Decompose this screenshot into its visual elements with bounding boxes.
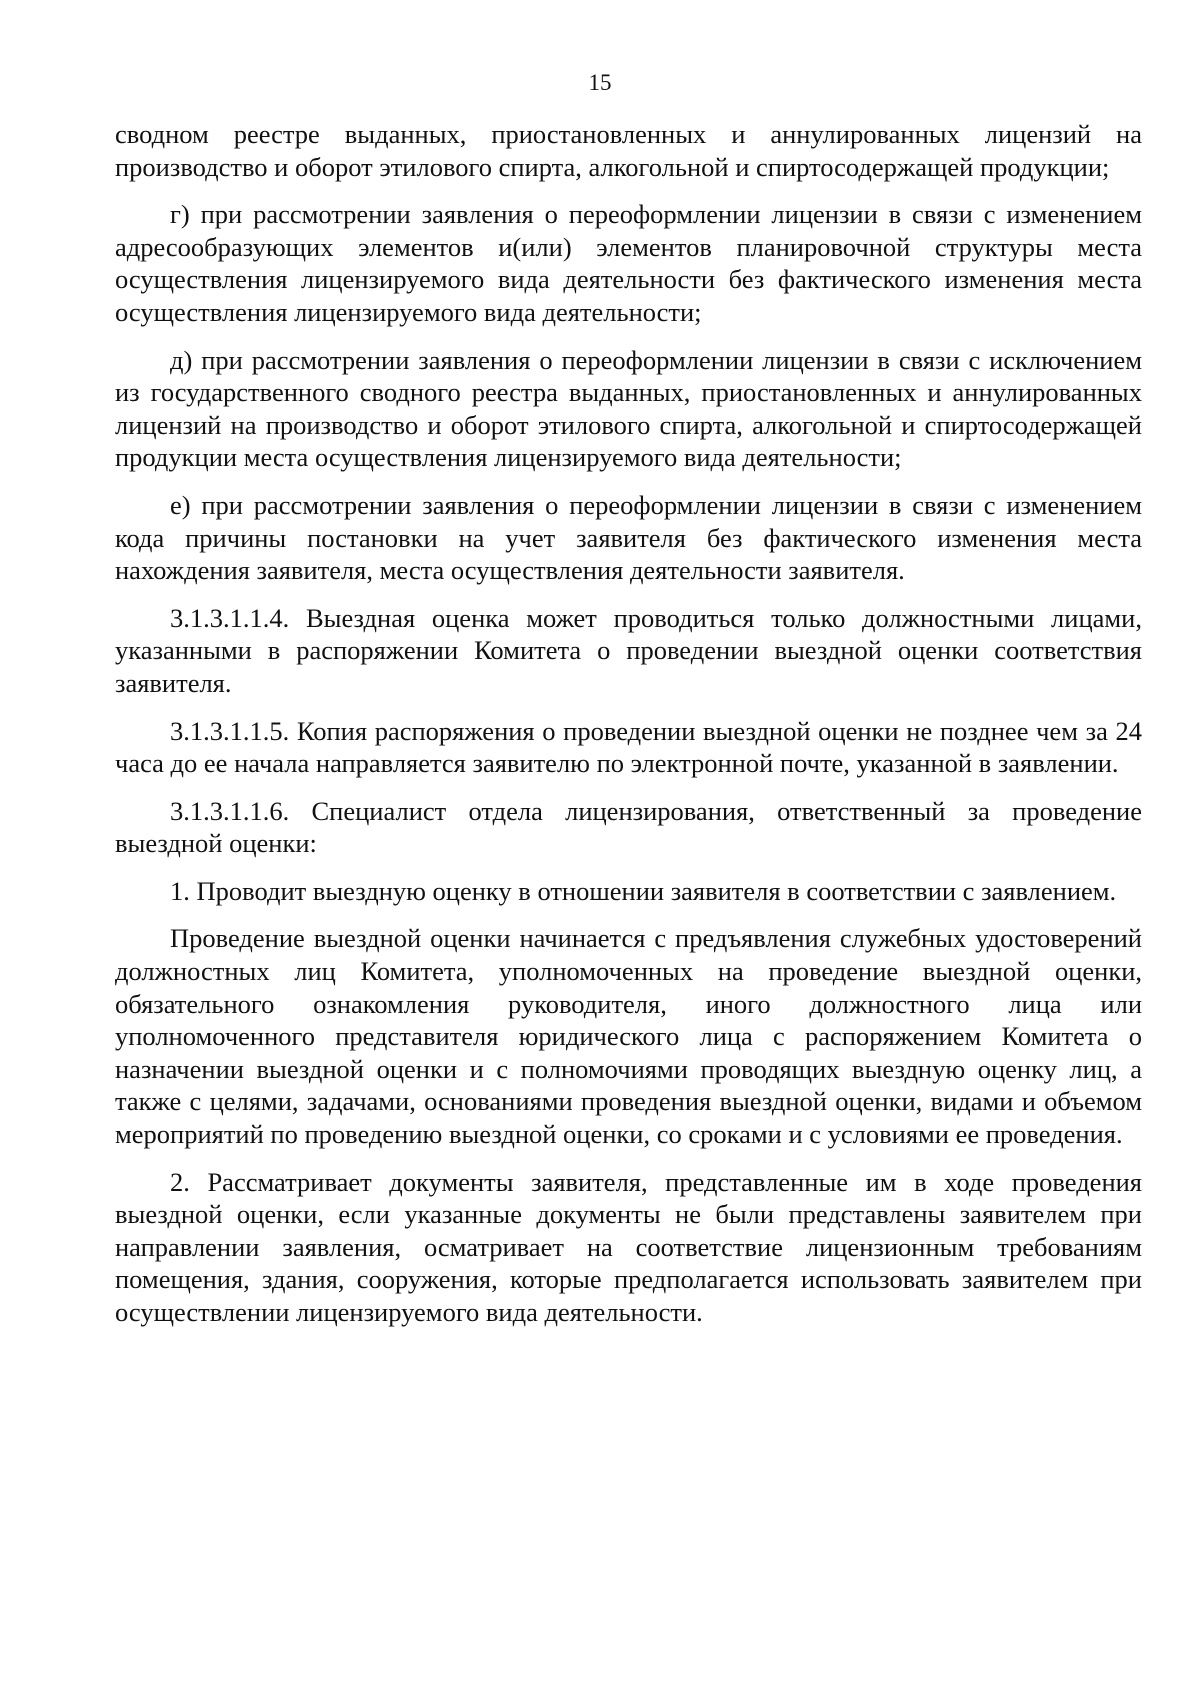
document-body (115, 118, 1142, 1344)
paragraph-registry-continuation: сводном реестре выданных, приостановленных и аннулированных лицензий на производство и оборот этилового спирта, алкогольной и спиртосодержащей продукции; (115, 119, 1142, 182)
paragraph-item-d: д) при рассмотрении заявления о переоформлении лицензии в связи с исключением из государственного сводного реестра выданных, приостановленных и аннулированных лицензий на производство и оборот этилового спирта, алкогольной и спиртосодержащей продукции места осуществления лицензируемого вида деятельности; (115, 344, 1142, 473)
paragraph-3-1-3-1-1-4: 3.1.3.1.1.4. Выездная оценка может проводиться только должностными лицами, указанными в распоряжении Комитета о проведении выездной оценки соответствия заявителя. (115, 602, 1142, 698)
paragraph-point-1: 1. Проводит выездную оценку в отношении заявителя в соответствии с заявлением. (170, 875, 1117, 906)
paragraph-3-1-3-1-1-5: 3.1.3.1.1.5. Копия распоряжения о проведении выездной оценки не позднее чем за 24 часа до ее начала направляется заявителю по электронной почте, указанной в заявлении. (115, 715, 1142, 779)
paragraph-item-g: г) при рассмотрении заявления о переоформлении лицензии в связи с изменением адресообразующих элементов и(или) элементов планировочной структуры места осуществления лицензируемого вида деятельности без фактического изменения места осуществления лицензируемого вида деятельности; (115, 199, 1142, 327)
paragraph-item-e: е) при рассмотрении заявления о переоформлении лицензии в связи с изменением кода причины постановки на учет заявителя без фактического изменения места нахождения заявителя, места осуществления деятельности заявителя. (115, 489, 1142, 586)
paragraph-point-2: 2. Рассматривает документы заявителя, представленные им в ходе проведения выездной оценки, если указанные документы не были представлены заявителем при направлении заявления, осматривает на соответствие лицензионным требованиям помещения, здания, сооружения, которые предполагается использовать заявителем при осуществлении лицензируемого вида деятельности. (115, 1166, 1142, 1327)
paragraph-inspection-start: Проведение выездной оценки начинается с предъявления служебных удостоверений должностных лиц Комитета, уполномоченных на проведение выездной оценки, обязательного ознакомления руководителя, иного должностного лица или уполномоченного представителя юридического лица с распоряжением Комитета о назначении выездной оценки и с полномочиями проводящих выездную оценку лиц, а также с целями, задачами, основаниями проведения выездной оценки, видами и объемом мероприятий по проведению выездной оценки, со сроками и с условиями ее проведения. (115, 923, 1142, 1150)
page-number: 15 (588, 70, 612, 95)
paragraph-3-1-3-1-1-6: 3.1.3.1.1.6. Специалист отдела лицензирования, ответственный за проведение выездной оценки: (115, 795, 1142, 859)
